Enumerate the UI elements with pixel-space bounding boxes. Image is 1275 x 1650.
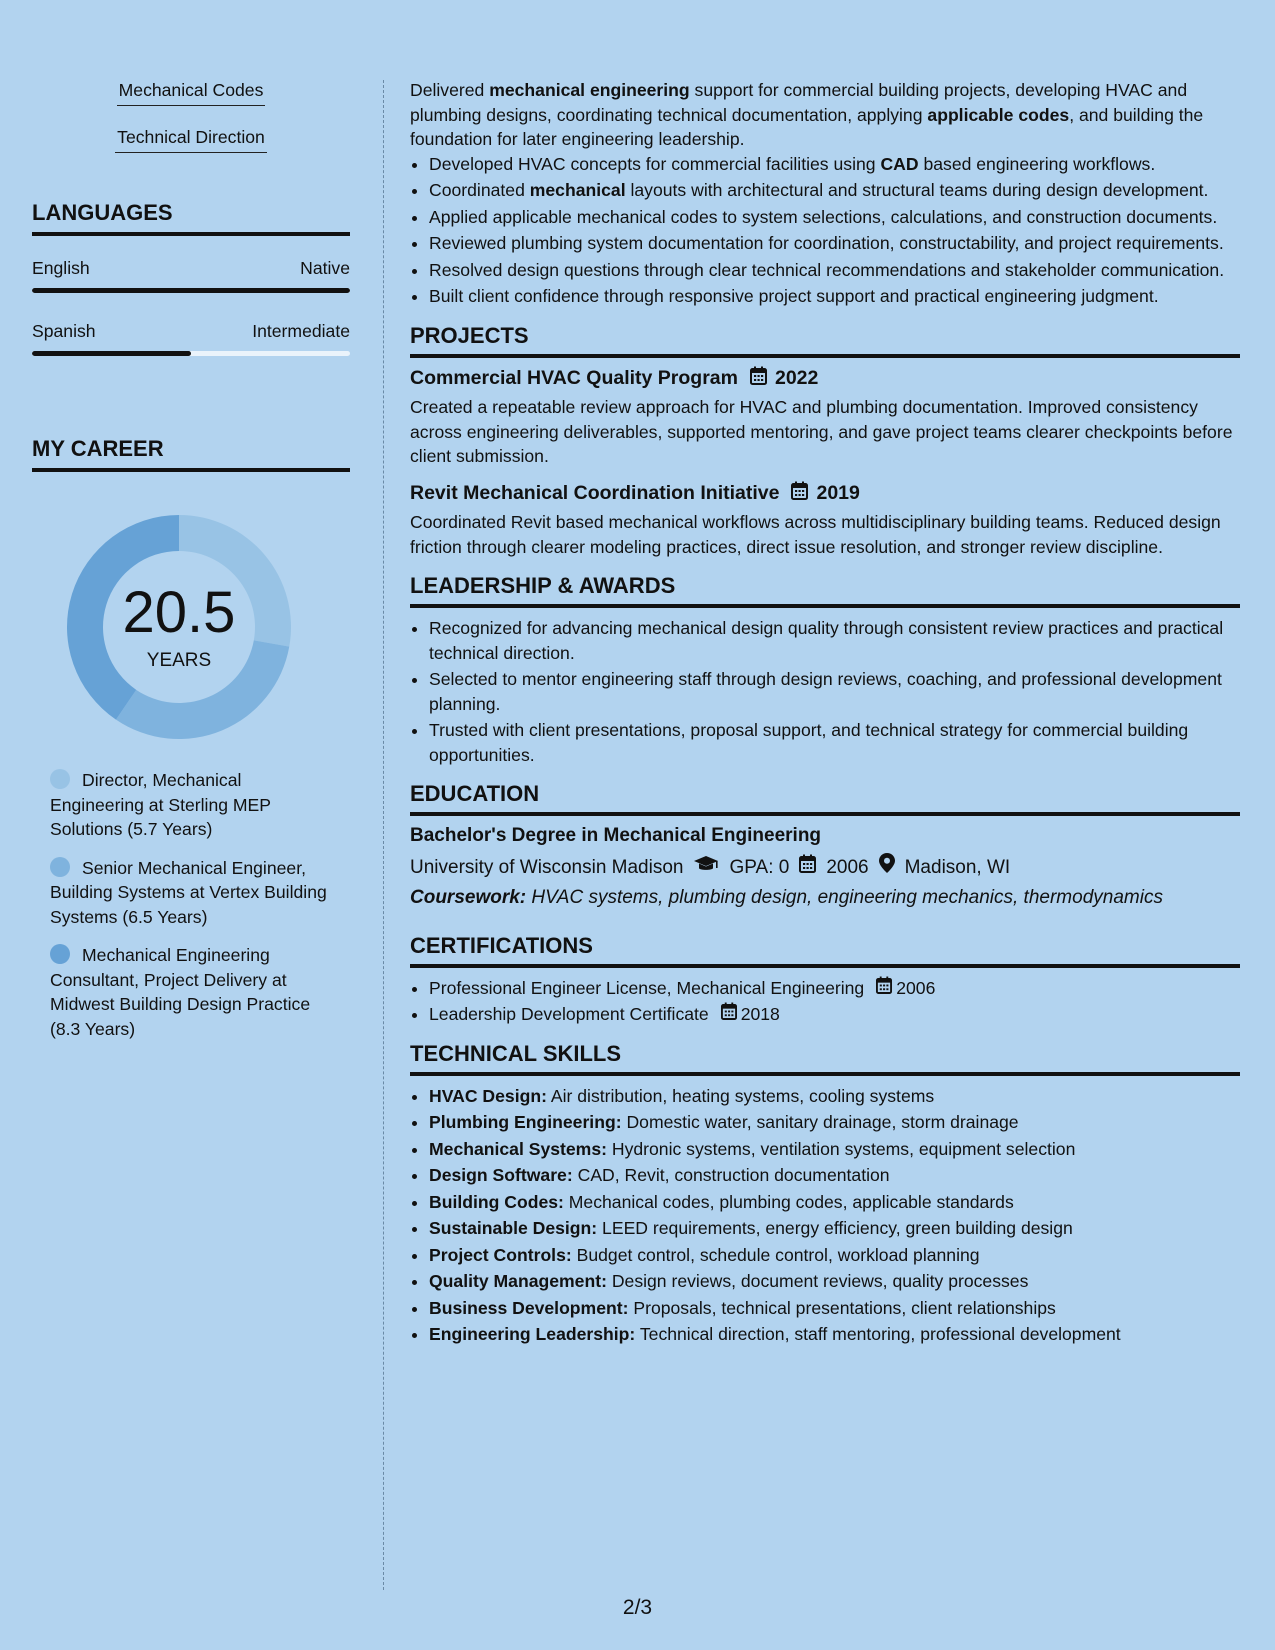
skills-title: TECHNICAL SKILLS <box>410 1041 1240 1076</box>
career-section <box>32 436 350 1041</box>
certification-item <box>429 1002 1240 1027</box>
summary-bullet: • Resolved design questions through clear technical recommendations and stakeholder communication. <box>429 258 1240 283</box>
education-school: University of Wisconsin Madison <box>410 856 684 878</box>
leadership-item: • Recognized for advancing mechanical design quality through consistent review practices and practical technical direction. <box>429 616 1240 665</box>
career-item: Mechanical Engineering Consultant, Project Delivery at Midwest Building Design Practice (8.3 Years) <box>50 945 311 1039</box>
project-item <box>410 481 1240 560</box>
skill-item: • HVAC Design: Air distribution, heating systems, cooling systems <box>429 1084 1240 1109</box>
education-details <box>410 853 1240 883</box>
leadership-item: • Trusted with client presentations, proposal support, and technical strategy for commercial building opportunities. <box>429 718 1240 767</box>
page-number: 2/3 <box>622 1596 653 1619</box>
language-level: Native <box>300 258 350 278</box>
coursework-text: HVAC systems, plumbing design, engineering mechanics, thermodynamics <box>531 886 1163 908</box>
career-list <box>50 768 332 1041</box>
language-spanish <box>32 321 350 356</box>
projects-title: PROJECTS <box>410 323 1240 358</box>
calendar-icon <box>799 853 816 883</box>
sidebar <box>32 78 350 1055</box>
project-name: Commercial HVAC Quality Program <box>410 367 738 389</box>
language-bar <box>32 288 350 293</box>
project-year: 2022 <box>774 367 819 389</box>
certification-year: 2006 <box>896 977 936 998</box>
coursework-label: Coursework: <box>410 886 527 908</box>
language-english <box>32 258 350 293</box>
career-item: Director, Mechanical Engineering at Sterling MEP Solutions (5.7 Years) <box>50 770 271 839</box>
summary-bullet: • Reviewed plumbing system documentation for coordination, constructability, and project requirements. <box>429 231 1240 256</box>
legend-dot <box>50 944 70 964</box>
education-year: 2006 <box>826 856 869 878</box>
summary-intro: Delivered mechanical engineering support for commercial building projects, developing HVAC and plumbing designs, coordinating technical documentation, applying applicable codes, and building the foundation for later engineering leadership. <box>410 80 1204 149</box>
skill-item: • Plumbing Engineering: Domestic water, sanitary drainage, storm drainage <box>429 1110 1240 1135</box>
certifications-list <box>410 976 1240 1027</box>
languages-section <box>32 200 350 356</box>
skill-item: • Business Development: Proposals, technical presentations, client relationships <box>429 1296 1240 1321</box>
language-level: Intermediate <box>252 321 350 341</box>
career-donut-chart <box>64 512 294 742</box>
skill-item: • Project Controls: Budget control, schedule control, workload planning <box>429 1243 1240 1268</box>
certification-year: 2018 <box>740 1004 780 1024</box>
skill-item: • Design Software: CAD, Revit, construction documentation <box>429 1163 1240 1188</box>
project-name: Revit Mechanical Coordination Initiative <box>410 482 780 504</box>
education-coursework <box>410 883 1240 913</box>
education-degree: Bachelor's Degree in Mechanical Engineering <box>410 825 822 846</box>
languages-title: LANGUAGES <box>32 200 350 236</box>
project-description: Created a repeatable review approach for HVAC and plumbing documentation. Improved consistency across engineering deliverables, supported mentoring, and gave project teams clearer checkpoints before client submission. <box>410 397 1233 466</box>
calendar-icon <box>721 1002 737 1027</box>
leadership-item: • Selected to mentor engineering staff through design reviews, coaching, and professional development planning. <box>429 667 1240 716</box>
column-divider <box>383 80 384 1590</box>
legend-dot <box>50 769 70 789</box>
language-bar-fill <box>32 288 350 293</box>
leadership-list <box>410 616 1240 767</box>
main-content <box>410 78 1240 1349</box>
career-years-unit: YEARS <box>146 650 212 671</box>
location-pin-icon <box>879 853 895 883</box>
skill-item: • Mechanical Systems: Hydronic systems, ventilation systems, equipment selection <box>429 1137 1240 1162</box>
certification-name: • Professional Engineer License, Mechanical Engineering <box>429 977 865 998</box>
summary-bullet: • Coordinated mechanical layouts with architectural and structural teams during design development. <box>429 178 1240 203</box>
skill-item: • Building Codes: Mechanical codes, plumbing codes, applicable standards <box>429 1190 1240 1215</box>
certifications-title: CERTIFICATIONS <box>410 933 1240 968</box>
certification-name: • Leadership Development Certificate <box>429 1004 709 1024</box>
education-title: EDUCATION <box>410 781 1240 816</box>
skill-item: • Engineering Leadership: Technical direction, staff mentoring, professional development <box>429 1322 1240 1347</box>
tag-technical-direction: Technical Direction <box>115 125 267 153</box>
career-total-years: 20.5 <box>122 580 236 645</box>
calendar-icon <box>750 366 767 392</box>
leadership-title: LEADERSHIP & AWARDS <box>410 573 1240 608</box>
graduation-cap-icon <box>693 853 719 883</box>
calendar-icon <box>876 976 892 1001</box>
tag-mechanical-codes: Mechanical Codes <box>117 78 266 106</box>
education-location: Madison, WI <box>904 856 1011 878</box>
summary-bullet: • Developed HVAC concepts for commercial facilities using CAD based engineering workflows. <box>429 152 1240 177</box>
legend-dot <box>50 857 70 877</box>
language-name: Spanish <box>32 321 96 341</box>
summary-bullet: • Applied applicable mechanical codes to system selections, calculations, and construction documents. <box>429 205 1240 230</box>
summary-bullets <box>410 152 1240 309</box>
language-bar-fill <box>32 351 191 356</box>
skills-list <box>410 1084 1240 1347</box>
project-year: 2019 <box>816 482 860 504</box>
summary-bullet: • Built client confidence through responsive project support and practical engineering judgment. <box>429 284 1240 309</box>
language-name: English <box>32 258 90 278</box>
project-description: Coordinated Revit based mechanical workflows across multidisciplinary building teams. Reduced design friction through clearer modeling practices, direct issue resolution, and stronger review discipline. <box>410 512 1221 557</box>
skill-item: • Quality Management: Design reviews, document reviews, quality processes <box>429 1269 1240 1294</box>
project-item <box>410 366 1240 469</box>
calendar-icon <box>791 481 808 507</box>
skill-item: • Sustainable Design: LEED requirements, energy efficiency, green building design <box>429 1216 1240 1241</box>
education-gpa: GPA: 0 <box>729 856 790 878</box>
career-item: Senior Mechanical Engineer, Building Systems at Vertex Building Systems (6.5 Years) <box>50 857 327 927</box>
career-title: MY CAREER <box>32 436 350 472</box>
certification-item <box>429 976 1240 1001</box>
tag-list <box>32 78 350 172</box>
language-bar <box>32 351 350 356</box>
